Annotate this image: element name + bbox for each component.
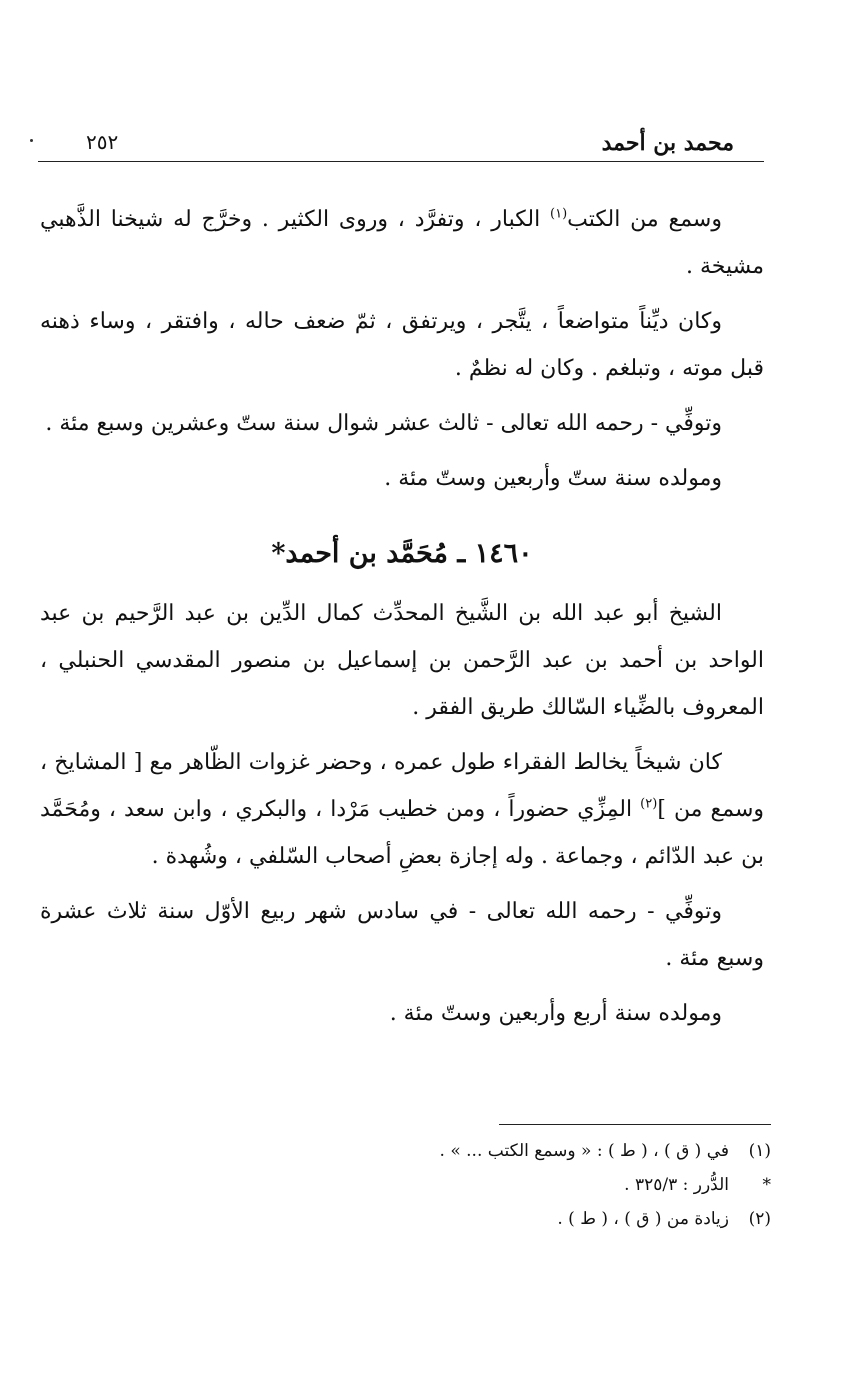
entry-heading: ١٤٦٠ ـ مُحَمَّد بن أحمد* [271,538,533,569]
paragraph-character: وكان ديِّناً متواضعاً ، يتَّجر ، ويرتفق ، ثمّ ضعف حاله ، وافتقر ، وساء ذهنه قبل موته ، وتبلغم . وكان له نظمٌ . [40,309,764,381]
footnote-item [171,1168,771,1202]
paragraph-text: كان شيخاً يخالط الفقراء طول عمره ، وحضر غزوات الظّاهر مع [ المشايخ ، وسمع من ] [40,750,764,822]
footnote-item [171,1202,771,1236]
footnote-text: الدُّرر : ٣٢٥/٣ . [624,1175,729,1195]
running-title: محمد بن أحمد [601,130,734,156]
body-text [40,196,764,1045]
paragraph-text: وسمع من الكتب [567,207,722,232]
footnote-text: في ( ق ) ، ( ط ) : « وسمع الكتب ... » . [439,1141,729,1161]
paragraph-lineage: الشيخ أبو عبد الله بن الشَّيخ المحدِّث كمال الدِّين بن عبد الرَّحيم بن عبد الواحد بن أحمد بن عبد الرَّحمن بن إسماعيل بن منصور المقدسي الحنبلي ، المعروف بالضِّياء السّالك طريق الفقر . [40,601,764,720]
paragraph-heard-books [40,196,764,290]
header-rule [38,161,764,162]
footnote-text: زيادة من ( ق ) ، ( ط ) . [557,1209,729,1229]
footnote-ref-1: (١) [550,206,568,222]
paragraph-teachers [40,739,764,880]
paragraph-birth: ومولده سنة ستّ وأربعين وستّ مئة . [384,466,722,491]
footnote-rule [499,1124,771,1125]
page-number: ٢٥٢ [86,130,119,154]
paragraph-text: المِزِّي حضوراً ، ومن خطيب مَرْدا ، والبكري ، وابن سعد ، ومُحَمَّد بن عبد الدّائم ، وجماعة . وله إجازة بعضِ أصحاب السّلفي ، وشُهدة . [40,797,764,869]
footnote-ref-2: (٢) [640,796,658,812]
footnote-mark: (١) [748,1141,771,1161]
margin-dot [30,139,33,142]
footnote-mark: (٢) [748,1209,771,1229]
footnotes [171,1134,771,1236]
paragraph-death: وتوفِّي - رحمه الله تعالى - ثالث عشر شوال سنة ستّ وعشرين وسبع مئة . [45,411,722,436]
running-header [38,126,764,160]
footnote-mark: * [762,1175,771,1195]
paragraph-birth: ومولده سنة أربع وأربعين وستّ مئة . [389,1001,722,1026]
paragraph-death: وتوفِّي - رحمه الله تعالى - في سادس شهر ربيع الأوّل سنة ثلاث عشرة وسبع مئة . [40,899,764,971]
paragraph-text: الكبار ، وتفرَّد ، وروى الكثير . وخرَّج له شيخنا الذَّهبي مشيخة . [40,207,764,279]
footnote-item [171,1134,771,1168]
